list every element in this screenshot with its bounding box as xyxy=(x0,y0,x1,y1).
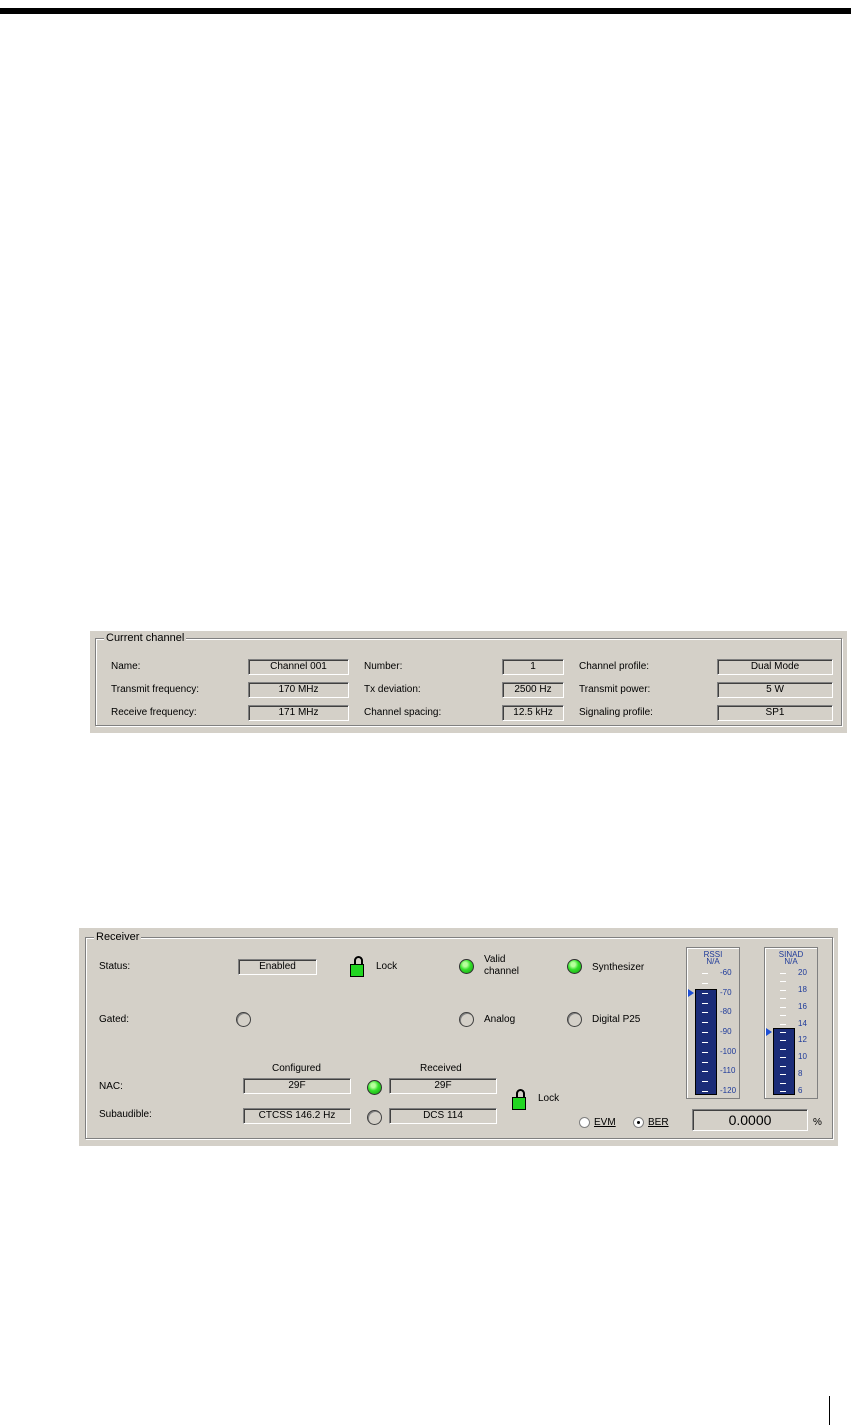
rssi-tick-label: -60 xyxy=(720,968,732,977)
subaudible-configured-value: CTCSS 146.2 Hz xyxy=(243,1108,351,1124)
sinad-scale-dash xyxy=(780,1024,786,1025)
percent-label: % xyxy=(813,1117,822,1128)
transmit-power-label: Transmit power: xyxy=(579,684,651,695)
rssi-tick-label: -110 xyxy=(720,1066,736,1076)
sinad-scale-dash xyxy=(780,1066,786,1067)
sinad-scale-dash xyxy=(780,1074,786,1075)
sinad-tick-label: 20 xyxy=(798,968,807,977)
rx-frequency-label: Receive frequency: xyxy=(111,707,197,718)
rssi-tick-label: -90 xyxy=(720,1027,732,1036)
rssi-level-pointer xyxy=(688,989,694,997)
analog-label: Analog xyxy=(484,1014,516,1025)
tx-deviation-value: 2500 Hz xyxy=(502,682,564,698)
ber-label[interactable]: BER xyxy=(648,1117,669,1128)
sinad-scale-dash xyxy=(780,1007,786,1008)
analog-led xyxy=(459,1012,474,1027)
transmit-power-value: 5 W xyxy=(717,682,833,698)
channel-spacing-label: Channel spacing: xyxy=(364,707,442,718)
nac-received-value: 29F xyxy=(389,1078,497,1094)
current-channel-panel xyxy=(90,631,847,733)
sinad-scale-dash xyxy=(780,1091,786,1092)
rssi-scale-dash xyxy=(702,993,708,994)
sinad-scale-dash xyxy=(780,981,786,982)
rssi-scale-dash xyxy=(702,1032,708,1033)
valid-channel-label-2: channel xyxy=(484,966,520,977)
valid-channel-label-1: Valid xyxy=(484,954,506,965)
channel-profile-label: Channel profile: xyxy=(579,661,650,672)
tx-frequency-value: 170 MHz xyxy=(248,682,349,698)
rx-frequency-value: 171 MHz xyxy=(248,705,349,721)
rssi-tick-label: -120 xyxy=(720,1086,737,1095)
page-margin-mark xyxy=(829,1396,830,1425)
sinad-level-pointer xyxy=(766,1028,772,1036)
nac-configured-value: 29F xyxy=(243,1078,351,1094)
digital-p25-label: Digital P25 xyxy=(592,1014,641,1025)
ber-value-display: 0.0000 xyxy=(692,1109,808,1131)
tx-frequency-label: Transmit frequency: xyxy=(111,684,199,695)
nac-label: NAC: xyxy=(99,1081,123,1092)
number-label: Number: xyxy=(364,661,403,672)
unlocked-padlock-icon-2 xyxy=(512,1089,526,1109)
channel-spacing-value: 12.5 kHz xyxy=(502,705,564,721)
sinad-subtitle: N/A xyxy=(784,957,798,966)
configured-header: Configured xyxy=(272,1063,321,1074)
sinad-scale-dash xyxy=(780,1032,786,1033)
sinad-scale-dash xyxy=(780,1015,786,1016)
ber-radio[interactable] xyxy=(633,1117,644,1128)
received-header: Received xyxy=(420,1063,462,1074)
sinad-scale-dash xyxy=(780,990,786,991)
name-label: Name: xyxy=(111,661,141,672)
sinad-scale-dash xyxy=(780,1057,786,1058)
top-rule xyxy=(0,8,851,14)
evm-radio[interactable] xyxy=(579,1117,590,1128)
sinad-scale-dash xyxy=(780,1040,786,1041)
sinad-tick-label: 16 xyxy=(798,1001,807,1011)
subaudible-match-led xyxy=(367,1110,382,1125)
rssi-meter xyxy=(686,947,740,1099)
channel-profile-value: Dual Mode xyxy=(717,659,833,675)
sinad-scale-dash xyxy=(780,973,786,974)
status-value: Enabled xyxy=(238,959,317,975)
receiver-panel xyxy=(79,928,838,1146)
rssi-scale-dash xyxy=(702,1071,708,1072)
rssi-scale-dash xyxy=(702,1081,708,1082)
sinad-meter xyxy=(764,947,818,1099)
number-value: 1 xyxy=(502,659,564,675)
sinad-level-bar xyxy=(773,1028,795,1095)
status-label: Status: xyxy=(99,961,131,972)
subaudible-label: Subaudible: xyxy=(99,1109,152,1120)
sinad-title: SINAD xyxy=(778,950,804,959)
sinad-tick-label: 12 xyxy=(798,1035,807,1045)
sinad-scale-dash xyxy=(780,1049,786,1050)
rssi-title: RSSI xyxy=(703,950,723,959)
rssi-tick-label: -80 xyxy=(720,1007,732,1017)
sinad-scale-dash xyxy=(780,1083,786,1084)
lock-label-2: Lock xyxy=(538,1093,560,1104)
rssi-subtitle: N/A xyxy=(706,957,720,966)
sinad-tick-label: 14 xyxy=(798,1018,807,1028)
signaling-profile-label: Signaling profile: xyxy=(579,707,653,718)
sinad-tick-label: 8 xyxy=(798,1069,803,1079)
receiver-title: Receiver xyxy=(96,931,140,943)
rssi-tick-label: -100 xyxy=(720,1046,737,1056)
nac-match-led xyxy=(367,1080,382,1095)
sinad-tick-label: 18 xyxy=(798,984,807,994)
rssi-tick-label: -70 xyxy=(720,987,732,997)
subaudible-received-value: DCS 114 xyxy=(389,1108,497,1124)
current-channel-title: Current channel xyxy=(106,632,185,644)
signaling-profile-value: SP1 xyxy=(717,705,833,721)
rssi-scale-dash xyxy=(702,1062,708,1063)
gated-led xyxy=(236,1012,251,1027)
unlocked-padlock-icon xyxy=(350,956,364,976)
rssi-scale-dash xyxy=(702,1042,708,1043)
rssi-scale-dash xyxy=(702,1052,708,1053)
valid-channel-led xyxy=(459,959,474,974)
sinad-tick-label: 6 xyxy=(798,1086,803,1095)
gated-label: Gated: xyxy=(99,1014,130,1025)
rssi-scale-dash xyxy=(702,1022,708,1023)
rssi-scale-dash xyxy=(702,973,708,974)
evm-label[interactable]: EVM xyxy=(594,1117,616,1128)
sinad-scale-dash xyxy=(780,998,786,999)
rssi-scale-dash xyxy=(702,1003,708,1004)
lock-label: Lock xyxy=(376,961,398,972)
synthesizer-label: Synthesizer xyxy=(592,962,645,973)
synthesizer-led xyxy=(567,959,582,974)
sinad-tick-label: 10 xyxy=(798,1052,807,1062)
name-value: Channel 001 xyxy=(248,659,349,675)
rssi-scale-dash xyxy=(702,1012,708,1013)
rssi-scale-dash xyxy=(702,983,708,984)
digital-p25-led xyxy=(567,1012,582,1027)
rssi-scale-dash xyxy=(702,1091,708,1092)
tx-deviation-label: Tx deviation: xyxy=(364,684,421,695)
